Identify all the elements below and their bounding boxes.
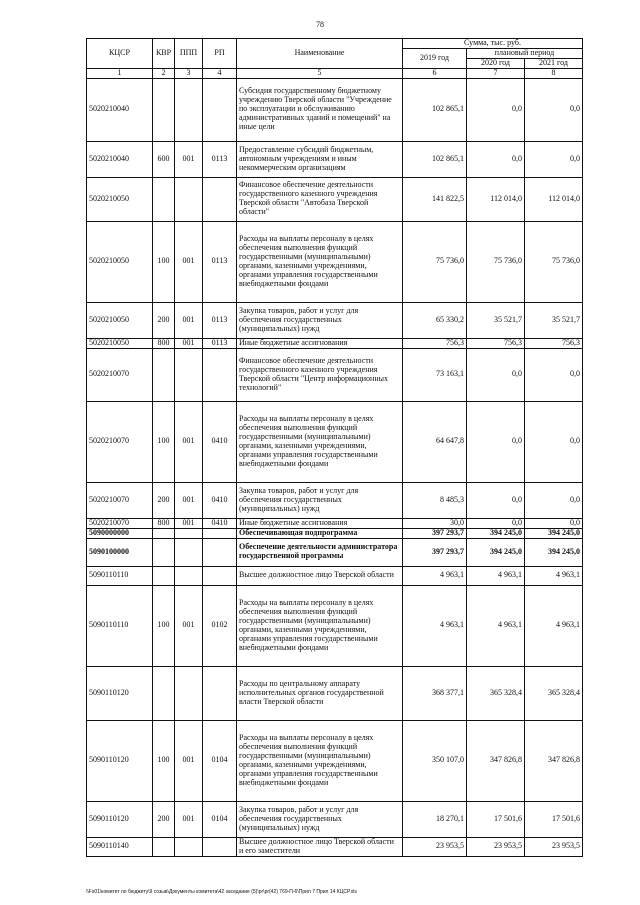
ppp-cell <box>175 666 203 720</box>
amount-2019-cell: 141 822,5 <box>403 177 467 221</box>
col-number: 5 <box>237 68 403 78</box>
name-cell: Закупка товаров, работ и услуг для обеспечения государственных (муниципальных) нужд <box>237 302 403 338</box>
rp-cell <box>203 348 237 401</box>
kvr-cell <box>153 566 175 585</box>
rp-cell: 0113 <box>203 338 237 348</box>
ppp-cell <box>175 78 203 141</box>
ppp-cell: 001 <box>175 585 203 666</box>
header-kcsr: КЦСР <box>87 39 153 69</box>
rp-cell <box>203 837 237 856</box>
kvr-cell <box>153 348 175 401</box>
header-year-2020: 2020 год <box>467 58 525 68</box>
table-row <box>87 141 583 177</box>
table-row <box>87 538 583 566</box>
kcsr-cell: 5020210070 <box>87 518 153 528</box>
kcsr-cell: 5020210050 <box>87 221 153 302</box>
col-number: 4 <box>203 68 237 78</box>
kcsr-cell: 5020210040 <box>87 78 153 141</box>
amount-2020-cell: 347 826,8 <box>467 720 525 801</box>
rp-cell <box>203 177 237 221</box>
table-row <box>87 401 583 482</box>
amount-2020-cell: 0,0 <box>467 348 525 401</box>
amount-2020-cell: 365 328,4 <box>467 666 525 720</box>
col-number: 7 <box>467 68 525 78</box>
amount-2021-cell: 347 826,8 <box>525 720 583 801</box>
kvr-cell <box>153 666 175 720</box>
kcsr-cell: 5090100000 <box>87 538 153 566</box>
kcsr-cell: 5090110140 <box>87 837 153 856</box>
table-body <box>87 78 583 856</box>
amount-2021-cell: 35 521,7 <box>525 302 583 338</box>
kcsr-cell: 5090110120 <box>87 720 153 801</box>
table-row <box>87 720 583 801</box>
table-row <box>87 177 583 221</box>
amount-2021-cell: 756,3 <box>525 338 583 348</box>
ppp-cell: 001 <box>175 338 203 348</box>
amount-2019-cell: 65 330,2 <box>403 302 467 338</box>
header-planned-period: плановый период <box>467 48 583 58</box>
ppp-cell: 001 <box>175 141 203 177</box>
name-cell: Финансовое обеспечение деятельности государственного казенного учреждения Тверской области "Автобаза Тверской области" <box>237 177 403 221</box>
amount-2020-cell: 4 963,1 <box>467 566 525 585</box>
kcsr-cell: 5090000000 <box>87 528 153 538</box>
kvr-cell <box>153 837 175 856</box>
name-cell: Иные бюджетные ассигнования <box>237 338 403 348</box>
table-row <box>87 338 583 348</box>
table-row <box>87 666 583 720</box>
rp-cell <box>203 528 237 538</box>
amount-2020-cell: 0,0 <box>467 78 525 141</box>
name-cell: Расходы на выплаты персоналу в целях обеспечения выполнения функций государственными (муниципальными) органами, казенными учреждениями, органами управления государственными внебюджетными фондами <box>237 221 403 302</box>
kcsr-cell: 5020210070 <box>87 482 153 518</box>
name-cell: Расходы на выплаты персоналу в целях обеспечения выполнения функций государственными (муниципальными) органами, казенными учреждениями, органами управления государственными внебюджетными фондами <box>237 401 403 482</box>
name-cell: Предоставление субсидий бюджетным, автономным учреждениям и иным некоммерческим организациям <box>237 141 403 177</box>
page-number: 78 <box>316 20 324 29</box>
rp-cell: 0104 <box>203 801 237 837</box>
kcsr-cell: 5090110120 <box>87 666 153 720</box>
name-cell: Расходы по центральному аппарату исполнительных органов государственной власти Тверской области <box>237 666 403 720</box>
name-cell: Высшее должностное лицо Тверской области и его заместители <box>237 837 403 856</box>
ppp-cell <box>175 528 203 538</box>
table-row <box>87 528 583 538</box>
amount-2019-cell: 30,0 <box>403 518 467 528</box>
header-name: Наименование <box>237 39 403 69</box>
kcsr-cell: 5020210050 <box>87 302 153 338</box>
amount-2019-cell: 8 485,3 <box>403 482 467 518</box>
file-path-footer: \\Fs01\комитет по бюджету\9 созыв\Документы комитета\42 заседание (5)\pr\pr(42) 769-П-6\Прил 7 Прил 14 КЦСР.xls <box>86 889 357 895</box>
budget-table <box>86 38 583 857</box>
table-row <box>87 302 583 338</box>
table-row <box>87 78 583 141</box>
kvr-cell <box>153 177 175 221</box>
rp-cell: 0113 <box>203 221 237 302</box>
amount-2021-cell: 75 736,0 <box>525 221 583 302</box>
amount-2021-cell: 23 953,5 <box>525 837 583 856</box>
amount-2019-cell: 756,3 <box>403 338 467 348</box>
amount-2021-cell: 365 328,4 <box>525 666 583 720</box>
amount-2020-cell: 4 963,1 <box>467 585 525 666</box>
amount-2020-cell: 756,3 <box>467 338 525 348</box>
kvr-cell: 100 <box>153 585 175 666</box>
col-number: 3 <box>175 68 203 78</box>
amount-2021-cell: 394 245,0 <box>525 528 583 538</box>
ppp-cell: 001 <box>175 221 203 302</box>
name-cell: Закупка товаров, работ и услуг для обеспечения государственных (муниципальных) нужд <box>237 801 403 837</box>
rp-cell <box>203 566 237 585</box>
amount-2020-cell: 0,0 <box>467 518 525 528</box>
amount-2020-cell: 0,0 <box>467 482 525 518</box>
header-year-2021: 2021 год <box>525 58 583 68</box>
name-cell: Обеспечение деятельности администратора государственной программы <box>237 538 403 566</box>
kcsr-cell: 5020210050 <box>87 338 153 348</box>
kvr-cell: 100 <box>153 221 175 302</box>
amount-2019-cell: 18 270,1 <box>403 801 467 837</box>
amount-2019-cell: 75 736,0 <box>403 221 467 302</box>
amount-2020-cell: 35 521,7 <box>467 302 525 338</box>
col-number: 2 <box>153 68 175 78</box>
amount-2019-cell: 350 107,0 <box>403 720 467 801</box>
col-number: 6 <box>403 68 467 78</box>
amount-2020-cell: 394 245,0 <box>467 538 525 566</box>
kvr-cell: 100 <box>153 401 175 482</box>
name-cell: Расходы на выплаты персоналу в целях обеспечения выполнения функций государственными (муниципальными) органами, казенными учреждениями, органами управления государственными внебюджетными фондами <box>237 720 403 801</box>
amount-2019-cell: 102 865,1 <box>403 78 467 141</box>
col-number: 8 <box>525 68 583 78</box>
amount-2019-cell: 23 953,5 <box>403 837 467 856</box>
table-row <box>87 518 583 528</box>
ppp-cell <box>175 566 203 585</box>
amount-2019-cell: 4 963,1 <box>403 566 467 585</box>
amount-2021-cell: 112 014,0 <box>525 177 583 221</box>
kcsr-cell: 5020210040 <box>87 141 153 177</box>
amount-2021-cell: 0,0 <box>525 78 583 141</box>
table-row <box>87 801 583 837</box>
amount-2021-cell: 0,0 <box>525 482 583 518</box>
rp-cell: 0410 <box>203 518 237 528</box>
kcsr-cell: 5090110110 <box>87 585 153 666</box>
kcsr-cell: 5090110120 <box>87 801 153 837</box>
amount-2021-cell: 4 963,1 <box>525 566 583 585</box>
amount-2020-cell: 17 501,6 <box>467 801 525 837</box>
ppp-cell <box>175 837 203 856</box>
kvr-cell <box>153 538 175 566</box>
header-ppp: ППП <box>175 39 203 69</box>
name-cell: Субсидия государственному бюджетному учреждению Тверской области "Учреждение по эксплуатации и обслуживанию административных зданий и помещений" на иные цели <box>237 78 403 141</box>
name-cell: Высшее должностное лицо Тверской области <box>237 566 403 585</box>
amount-2019-cell: 64 647,8 <box>403 401 467 482</box>
amount-2021-cell: 0,0 <box>525 348 583 401</box>
amount-2019-cell: 102 865,1 <box>403 141 467 177</box>
amount-2020-cell: 23 953,5 <box>467 837 525 856</box>
amount-2019-cell: 73 163,1 <box>403 348 467 401</box>
name-cell: Расходы на выплаты персоналу в целях обеспечения выполнения функций государственными (муниципальными) органами, казенными учреждениями, органами управления государственными внебюджетными фондами <box>237 585 403 666</box>
header-sum-title: Сумма, тыс. руб. <box>403 39 583 49</box>
ppp-cell: 001 <box>175 302 203 338</box>
rp-cell: 0113 <box>203 302 237 338</box>
header-rp: РП <box>203 39 237 69</box>
ppp-cell <box>175 177 203 221</box>
ppp-cell <box>175 538 203 566</box>
amount-2019-cell: 368 377,1 <box>403 666 467 720</box>
name-cell: Закупка товаров, работ и услуг для обеспечения государственных (муниципальных) нужд <box>237 482 403 518</box>
name-cell: Финансовое обеспечение деятельности государственного казенного учреждения Тверской области "Центр информационных технологий" <box>237 348 403 401</box>
ppp-cell <box>175 348 203 401</box>
rp-cell <box>203 666 237 720</box>
amount-2021-cell: 0,0 <box>525 518 583 528</box>
ppp-cell: 001 <box>175 720 203 801</box>
amount-2021-cell: 4 963,1 <box>525 585 583 666</box>
amount-2020-cell: 0,0 <box>467 141 525 177</box>
kcsr-cell: 5020210070 <box>87 401 153 482</box>
kvr-cell: 800 <box>153 518 175 528</box>
kvr-cell: 100 <box>153 720 175 801</box>
kcsr-cell: 5020210050 <box>87 177 153 221</box>
kvr-cell: 600 <box>153 141 175 177</box>
ppp-cell: 001 <box>175 401 203 482</box>
amount-2021-cell: 17 501,6 <box>525 801 583 837</box>
rp-cell: 0410 <box>203 482 237 518</box>
amount-2021-cell: 0,0 <box>525 141 583 177</box>
kvr-cell <box>153 78 175 141</box>
table-row <box>87 566 583 585</box>
table-row <box>87 348 583 401</box>
amount-2020-cell: 75 736,0 <box>467 221 525 302</box>
kvr-cell: 200 <box>153 482 175 518</box>
amount-2020-cell: 0,0 <box>467 401 525 482</box>
amount-2019-cell: 4 963,1 <box>403 585 467 666</box>
rp-cell <box>203 78 237 141</box>
amount-2020-cell: 112 014,0 <box>467 177 525 221</box>
header-kvr: КВР <box>153 39 175 69</box>
rp-cell: 0104 <box>203 720 237 801</box>
table-row <box>87 221 583 302</box>
name-cell: Иные бюджетные ассигнования <box>237 518 403 528</box>
col-number: 1 <box>87 68 153 78</box>
table-row <box>87 837 583 856</box>
amount-2021-cell: 0,0 <box>525 401 583 482</box>
amount-2019-cell: 397 293,7 <box>403 538 467 566</box>
ppp-cell: 001 <box>175 801 203 837</box>
kvr-cell: 200 <box>153 302 175 338</box>
table-row <box>87 585 583 666</box>
kvr-cell <box>153 528 175 538</box>
table-row <box>87 482 583 518</box>
kcsr-cell: 5090110110 <box>87 566 153 585</box>
header-year-2019: 2019 год <box>403 48 467 68</box>
rp-cell: 0113 <box>203 141 237 177</box>
rp-cell: 0410 <box>203 401 237 482</box>
kvr-cell: 800 <box>153 338 175 348</box>
rp-cell <box>203 538 237 566</box>
rp-cell: 0102 <box>203 585 237 666</box>
ppp-cell: 001 <box>175 518 203 528</box>
name-cell: Обеспечивающая подпрограмма <box>237 528 403 538</box>
ppp-cell: 001 <box>175 482 203 518</box>
amount-2019-cell: 397 293,7 <box>403 528 467 538</box>
kcsr-cell: 5020210070 <box>87 348 153 401</box>
amount-2021-cell: 394 245,0 <box>525 538 583 566</box>
kvr-cell: 200 <box>153 801 175 837</box>
amount-2020-cell: 394 245,0 <box>467 528 525 538</box>
